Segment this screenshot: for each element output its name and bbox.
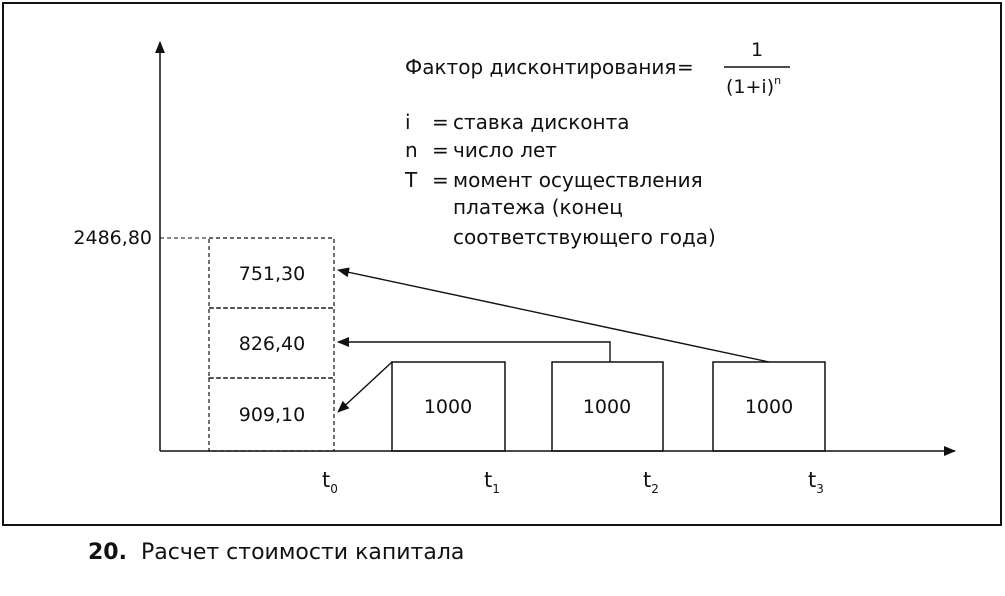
legend-symbol-n: n [405,138,418,162]
legend-text-t-cont-2: соответствующего года) [453,225,716,249]
formula-numerator: 1 [750,39,764,61]
legend-symbol-t: T [405,168,418,192]
legend-eq-n: = [432,138,449,162]
payment-label-1: 1000 [423,396,473,418]
legend [404,110,716,249]
figure-frame [3,3,1001,525]
legend-text-i: ставка дисконта [453,110,630,134]
y-marker-label: 2486,80 [73,227,152,249]
formula-equals: = [677,55,694,79]
legend-eq-i: = [432,110,449,134]
legend-text-t: момент осуществления [453,168,703,192]
discount-arrow-t2 [338,342,610,362]
legend-symbol-i: i [405,110,411,134]
time-label-t3: $t_3$ [808,468,824,496]
discount-arrow-t3 [338,270,769,362]
legend-text-n: число лет [453,138,557,162]
time-label-t2: $t_2$ [643,468,659,496]
figure-number: 20. [88,540,127,565]
figure-caption [88,540,464,565]
figure-title: Расчет стоимости капитала [140,540,465,565]
time-label-t0: $t_0$ [322,468,338,496]
pv-value-2: 826,40 [238,333,306,355]
pv-value-1: 751,30 [238,263,306,285]
time-label-t1: $t_1$ [484,468,500,496]
discount-arrow-t1 [338,362,392,412]
payment-label-2: 1000 [582,396,632,418]
legend-eq-t: = [432,168,449,192]
formula-denominator: $(1+i)^n$ [726,74,782,98]
pv-value-3: 909,10 [238,404,306,426]
legend-text-t-cont-1: платежа (конец [453,195,623,219]
payment-label-3: 1000 [744,396,794,418]
formula-lhs: Фактор дисконтирования [405,55,677,79]
